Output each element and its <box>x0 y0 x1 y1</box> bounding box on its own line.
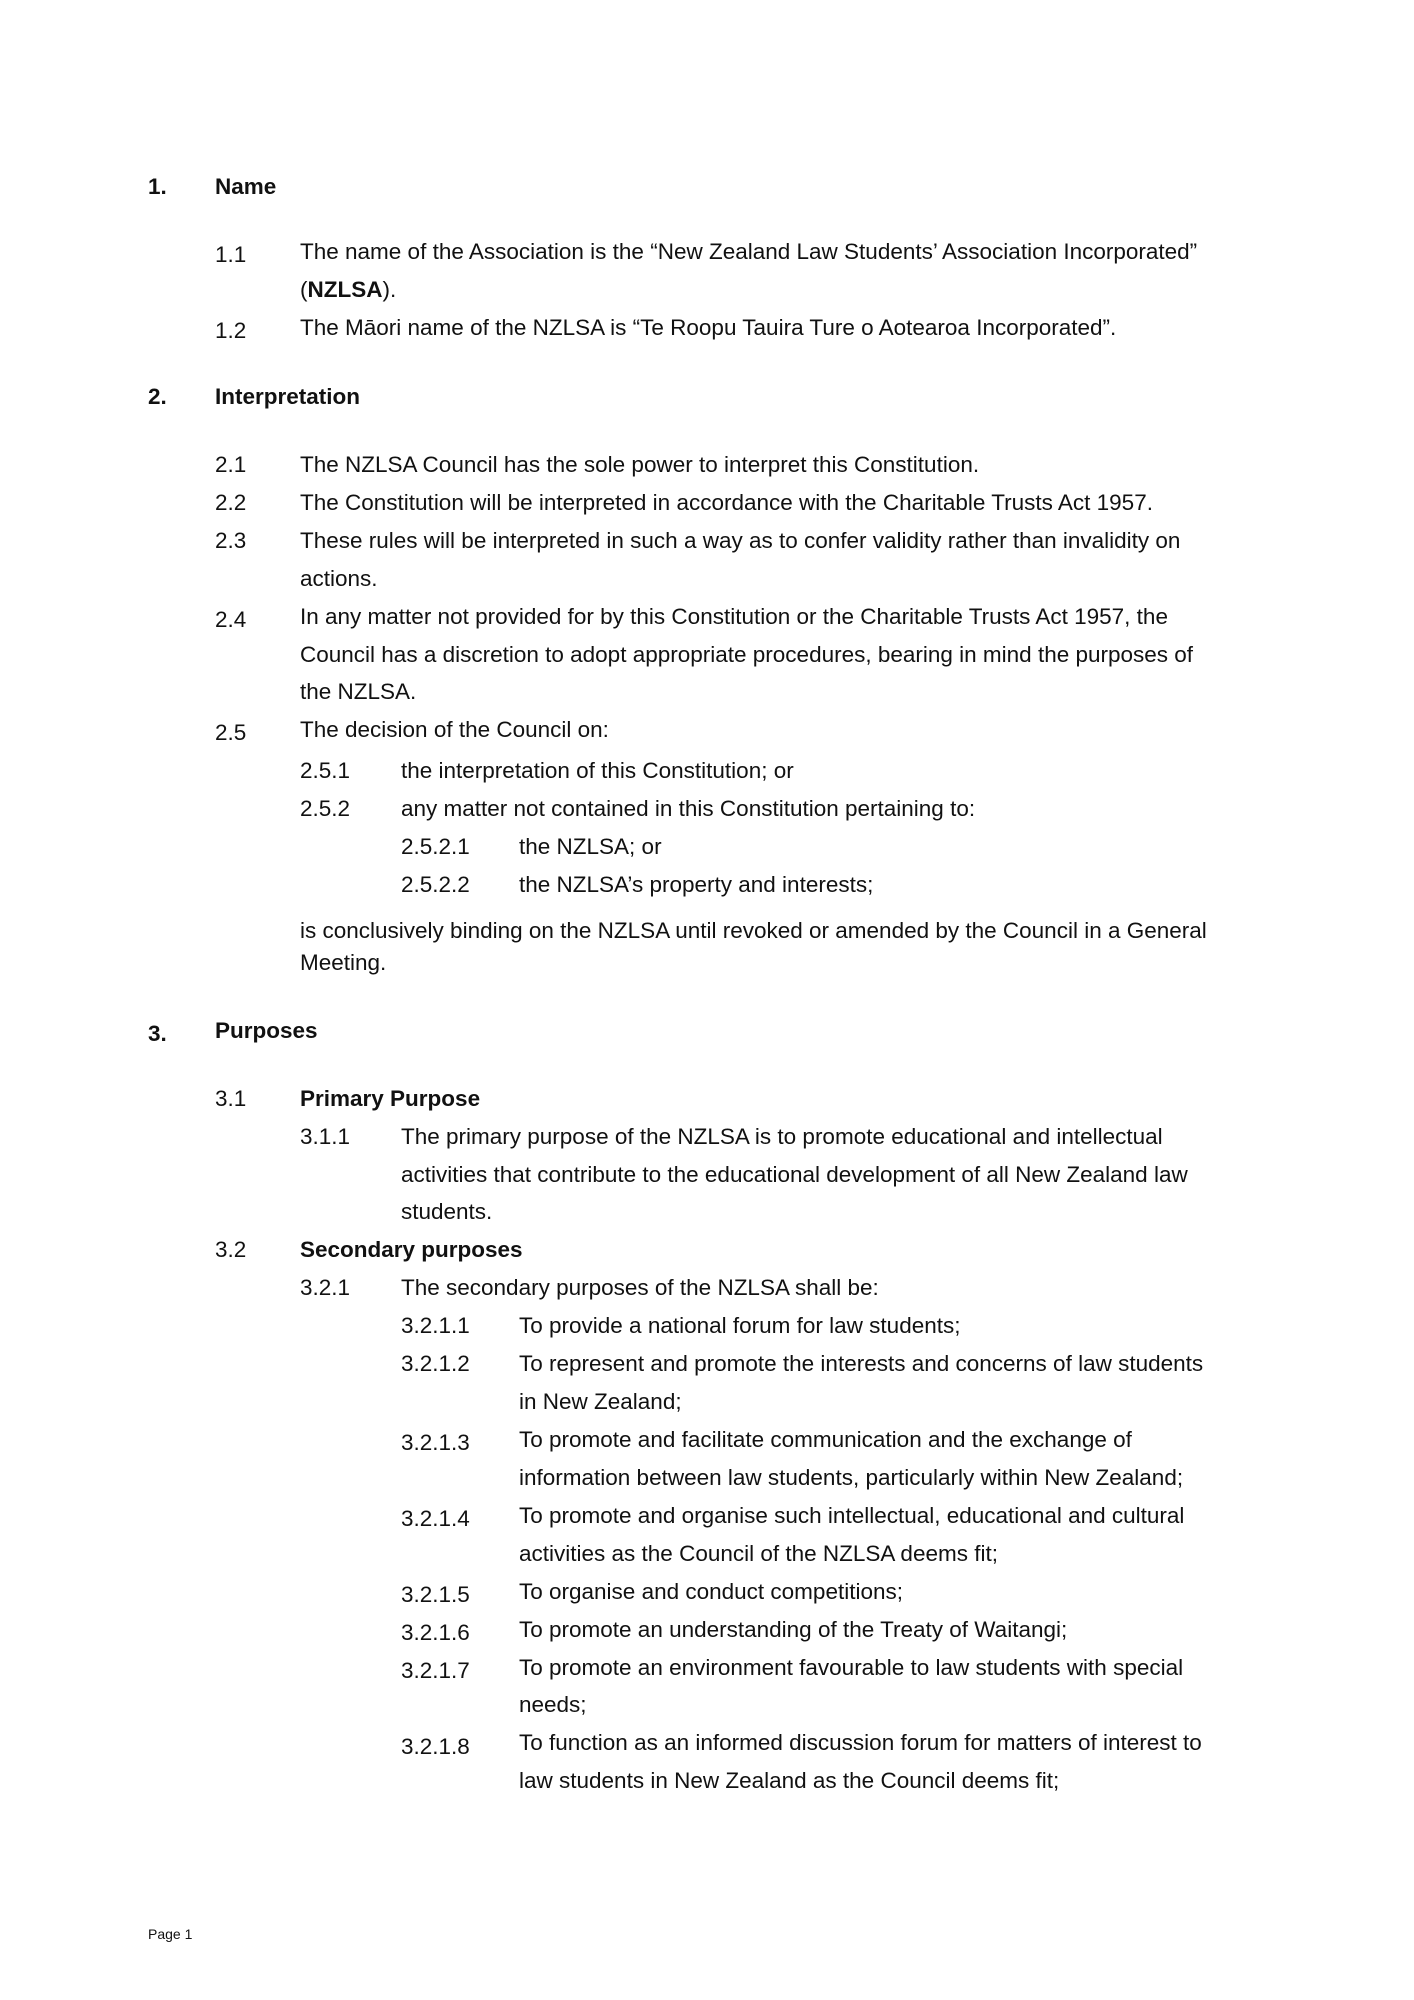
subsubclause-text: the NZLSA’s property and interests; <box>519 872 874 897</box>
subsubclause-text: To provide a national forum for law students; <box>519 1313 961 1338</box>
subsubclause-number: 3.2.1.2 <box>401 1351 470 1376</box>
clause-text: The NZLSA Council has the sole power to interpret this Constitution. <box>300 452 980 477</box>
clause-text: actions. <box>300 566 378 591</box>
subsubclause-text: To promote and organise such intellectual, educational and cultural <box>519 1503 1185 1528</box>
page-number: Page 1 <box>148 1926 193 1942</box>
subsubclause-text: the NZLSA; or <box>519 834 662 859</box>
clause-heading: Secondary purposes <box>300 1237 523 1262</box>
subsubclause-text: activities as the Council of the NZLSA deems fit; <box>519 1541 998 1566</box>
clause-text: The decision of the Council on: <box>300 717 609 742</box>
subclause-text: activities that contribute to the educational development of all New Zealand law <box>401 1162 1188 1187</box>
clause-number: 3.2 <box>215 1237 247 1262</box>
subclause-number: 2.5.1 <box>300 758 351 783</box>
clause-text: The Constitution will be interpreted in accordance with the Charitable Trusts Act 1957. <box>300 490 1153 515</box>
subsubclause-text: in New Zealand; <box>519 1389 682 1414</box>
clause-number: 1.2 <box>215 318 247 343</box>
section-number: 1. <box>148 174 167 199</box>
clause-number: 2.3 <box>215 528 247 553</box>
section-title: Name <box>215 174 277 199</box>
subclause-text: students. <box>401 1199 493 1224</box>
subsubclause-text: To function as an informed discussion forum for matters of interest to <box>519 1730 1202 1755</box>
subsubclause-number: 3.2.1.4 <box>401 1506 470 1531</box>
clause-tail-text: is conclusively binding on the NZLSA until revoked or amended by the Council in a General <box>300 918 1207 943</box>
section-title: Interpretation <box>215 384 361 409</box>
clause-number: 2.2 <box>215 490 247 515</box>
clause-number: 2.5 <box>215 720 247 745</box>
clause-heading: Primary Purpose <box>300 1086 481 1111</box>
subsubclause-number: 3.2.1.3 <box>401 1430 470 1455</box>
subsubclause-text: To promote and facilitate communication and the exchange of <box>519 1427 1132 1452</box>
clause-number: 2.1 <box>215 452 247 477</box>
subclause-text: The primary purpose of the NZLSA is to promote educational and intellectual <box>401 1124 1163 1149</box>
subsubclause-text: To represent and promote the interests and concerns of law students <box>519 1351 1204 1376</box>
subsubclause-number: 2.5.2.1 <box>401 834 470 859</box>
subclause-number: 3.2.1 <box>300 1275 351 1300</box>
clause-text: Council has a discretion to adopt appropriate procedures, bearing in mind the purposes of <box>300 642 1194 667</box>
subclause-text: any matter not contained in this Constitution pertaining to: <box>401 796 976 821</box>
clause-number: 2.4 <box>215 607 247 632</box>
section-number: 3. <box>148 1021 167 1046</box>
subclause-text: the interpretation of this Constitution; or <box>401 758 794 783</box>
subsubclause-text: needs; <box>519 1692 587 1717</box>
clause-text: the NZLSA. <box>300 679 417 704</box>
subsubclause-text: To promote an understanding of the Treaty of Waitangi; <box>519 1617 1068 1642</box>
clause-text: The Māori name of the NZLSA is “Te Roopu Tauira Ture o Aotearoa Incorporated”. <box>300 315 1117 340</box>
subsubclause-number: 2.5.2.2 <box>401 872 470 897</box>
clause-number: 1.1 <box>215 242 247 267</box>
section-number: 2. <box>148 384 167 409</box>
clause-text: These rules will be interpreted in such a way as to confer validity rather than invalidity on <box>300 528 1181 553</box>
subsubclause-number: 3.2.1.8 <box>401 1734 470 1759</box>
subsubclause-number: 3.2.1.1 <box>401 1313 470 1338</box>
clause-number: 3.1 <box>215 1086 247 1111</box>
clause-text: In any matter not provided for by this Constitution or the Charitable Trusts Act 1957, the <box>300 604 1168 629</box>
paren-close: ). <box>382 277 397 302</box>
clause-text <box>300 275 396 305</box>
defined-term: NZLSA <box>307 277 383 302</box>
subsubclause-number: 3.2.1.6 <box>401 1620 470 1645</box>
subsubclause-text: To promote an environment favourable to law students with special <box>519 1655 1184 1680</box>
subclause-number: 3.1.1 <box>300 1124 351 1149</box>
subsubclause-number: 3.2.1.7 <box>401 1658 470 1683</box>
subclause-text: The secondary purposes of the NZLSA shall be: <box>401 1275 879 1300</box>
subclause-number: 2.5.2 <box>300 796 351 821</box>
subsubclause-number: 3.2.1.5 <box>401 1582 470 1607</box>
clause-tail-text: Meeting. <box>300 950 387 975</box>
subsubclause-text: law students in New Zealand as the Council deems fit; <box>519 1768 1060 1793</box>
clause-text: The name of the Association is the “New Zealand Law Students’ Association Incorporated” <box>300 239 1198 264</box>
section-title: Purposes <box>215 1018 318 1043</box>
subsubclause-text: information between law students, particularly within New Zealand; <box>519 1465 1184 1490</box>
paren-open: ( <box>300 277 308 302</box>
subsubclause-text: To organise and conduct competitions; <box>519 1579 903 1604</box>
